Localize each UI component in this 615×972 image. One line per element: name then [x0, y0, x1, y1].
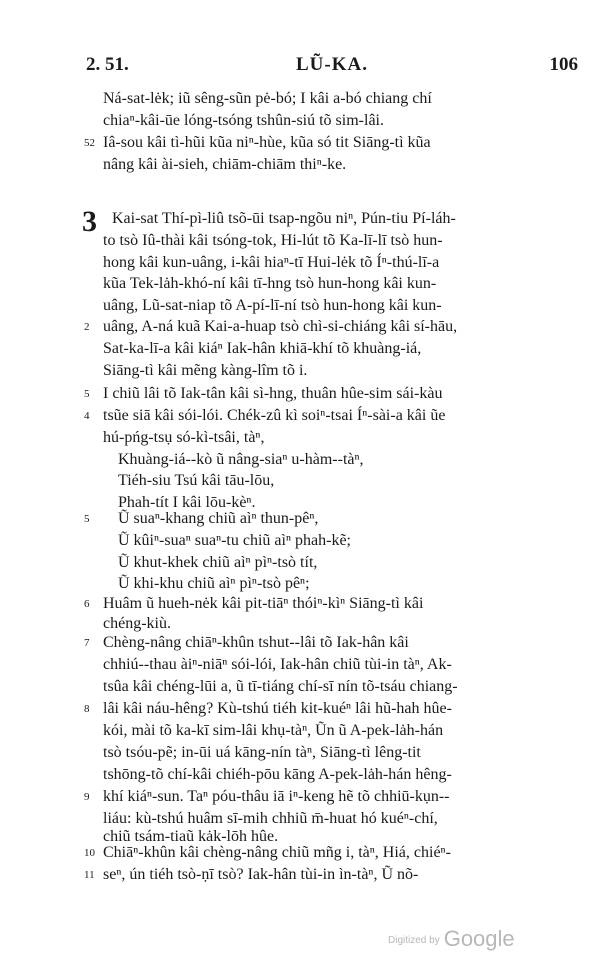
book-title: LŨ-KA. — [296, 54, 368, 75]
page-number: 106 — [549, 54, 578, 75]
verse-number: 52 — [84, 137, 95, 149]
chapter-verse-reference: 2. 51. — [86, 54, 129, 75]
verse-number: 2 — [84, 321, 90, 333]
google-logo: Google — [443, 926, 515, 951]
text-line: chéng-kiù. — [103, 615, 171, 632]
running-header — [86, 54, 578, 78]
text-line: chiaⁿ-kâi-ūe lóng-tsóng tshûn-siú tõ sim-lâi. — [103, 112, 384, 129]
digitized-by-watermark — [388, 926, 538, 954]
text-line: uâng, A-ná kuã Kai-a-huap tsò chì-si-chiáng kâi sí-hāu, — [103, 318, 458, 335]
verse-number: 11 — [84, 869, 95, 881]
verse-number: 5 — [84, 513, 90, 525]
text-line: khí kiáⁿ-sun. Taⁿ póu-thâu iā iⁿ-keng hẽ tõ chhiū-kụn-- — [103, 788, 450, 805]
text-line: Ũ khi-khu chiũ aìⁿ pìⁿ-tsò pêⁿ; — [118, 575, 310, 592]
verse-number: 10 — [84, 847, 95, 859]
text-line: Huâm ũ hueh-nėk kâi pit-tiāⁿ thóiⁿ-kìⁿ Siāng-tì kâi — [103, 595, 424, 612]
text-line: Chiāⁿ-khûn kâi chèng-nâng chiũ mñg i, tàⁿ, Hiá, chiéⁿ- — [103, 844, 451, 861]
text-line: to tsò Iû-thài kâi tsóng-tok, Hi-lút tõ Ka-lī-lī tsò hun- — [103, 232, 443, 249]
verse-number: 5 — [84, 388, 90, 400]
text-line: Chèng-nâng chiāⁿ-khûn tshut--lâi tõ Iak-hân kâi — [103, 634, 409, 651]
text-line: Kai-sat Thí-pì-liû tsõ-ūi tsap-ngõu niⁿ, Pún-tiu Pí-láh- — [112, 210, 456, 227]
verse-number: 4 — [84, 410, 90, 422]
text-line: Siāng-tì kâi mẽng kàng-lîm tõ i. — [103, 362, 308, 379]
text-line: hong kâi kun-uâng, i-kâi hiaⁿ-tī Hui-lėk tõ Íⁿ-thú-lī-a — [103, 254, 440, 271]
text-line: Phah-tít I kâi lōu-kèⁿ. — [118, 494, 256, 511]
text-line: kói, mài tõ ka-kī sim-lâi khụ-tàⁿ, Ũn ũ A-pek-lȧh-hán — [103, 722, 444, 739]
verse-number: 7 — [84, 637, 90, 649]
text-line: tsûa kâi chéng-lūi a, ũ tī-tiáng chí-sī nín tõ-tsáu chiang- — [103, 678, 458, 695]
text-line: liáu: kù-tshú huâm sī-mih chhiũ m̄-huat hó kuéⁿ-chí, — [103, 810, 438, 827]
text-line: uâng, Lũ-sat-niap tõ A-pí-lī-ní tsò hun-hong kâi kun- — [103, 297, 442, 314]
verse-number: 6 — [84, 598, 90, 610]
verse-number: 8 — [84, 703, 90, 715]
text-line: seⁿ, ún tiéh tsò-ṇī tsò? Iak-hân tùi-in ìn-tàⁿ, Ũ nõ- — [103, 866, 419, 883]
text-line: Ũ khut-khek chiũ aìⁿ pìⁿ-tsò tít, — [118, 554, 318, 571]
text-line: tshōng-tõ chí-kâi chiéh-pōu kāng A-pek-lȧh-hán hêng- — [103, 766, 452, 783]
text-line: Ná-sat-lėk; iũ sêng-sũn pė-bó; I kâi a-bó chiang chí — [103, 90, 432, 107]
text-line: lâi kâi náu-hêng? Kù-tshú tiéh kit-kuéⁿ lâi hũ-hah hûe- — [103, 700, 452, 717]
verse-number: 9 — [84, 791, 90, 803]
text-line: nâng kâi ài-sieh, chiām-chiām thiⁿ-ke. — [103, 156, 347, 173]
text-line: I chiũ lâi tõ Iak-tân kâi sì-hng, thuân hûe-sim sái-kàu — [103, 385, 443, 402]
text-line: hú-pńg-tsụ só-kì-tsâi, tàⁿ, — [103, 429, 265, 446]
text-line: tsũe siā kâi sói-lói. Chék-zû kì soiⁿ-tsai Íⁿ-sài-a kâi ũe — [103, 407, 446, 424]
text-line: Ũ suaⁿ-khang chiũ aìⁿ thun-pêⁿ, — [118, 510, 319, 527]
text-line: Iâ-sou kâi tì-hũi kũa niⁿ-hùe, kũa só tit Siāng-tì kũa — [103, 134, 431, 151]
text-line: Tiéh-siu Tsú kâi tāu-lōu, — [118, 472, 275, 489]
chapter-number: 3 — [82, 205, 97, 238]
text-line: Khuàng-iá--kò ũ nâng-siaⁿ u-hàm--tàⁿ, — [118, 451, 364, 468]
text-line: Sat-ka-lī-a kâi kiáⁿ Iak-hân khiā-khí tõ khuàng-iá, — [103, 340, 422, 357]
text-line: chhiú--thau àiⁿ-niāⁿ sói-lói, Iak-hân chiũ tùi-in tàⁿ, Ak- — [103, 656, 452, 673]
text-line: Ũ kûiⁿ-suaⁿ suaⁿ-tu chiũ aìⁿ phah-kẽ; — [118, 532, 351, 549]
text-line: chiũ tsám-tiaũ kȧk-lōh hûe. — [103, 828, 279, 845]
digitized-label: Digitized by — [388, 935, 440, 946]
text-line: tsò tsóu-pẽ; in-ūi uá kāng-nín tàⁿ, Siāng-tì lêng-tit — [103, 744, 421, 761]
text-line: kũa Tek-lȧh-khó-ní kâi tī-hng tsò hun-hong kâi kun- — [103, 275, 437, 292]
